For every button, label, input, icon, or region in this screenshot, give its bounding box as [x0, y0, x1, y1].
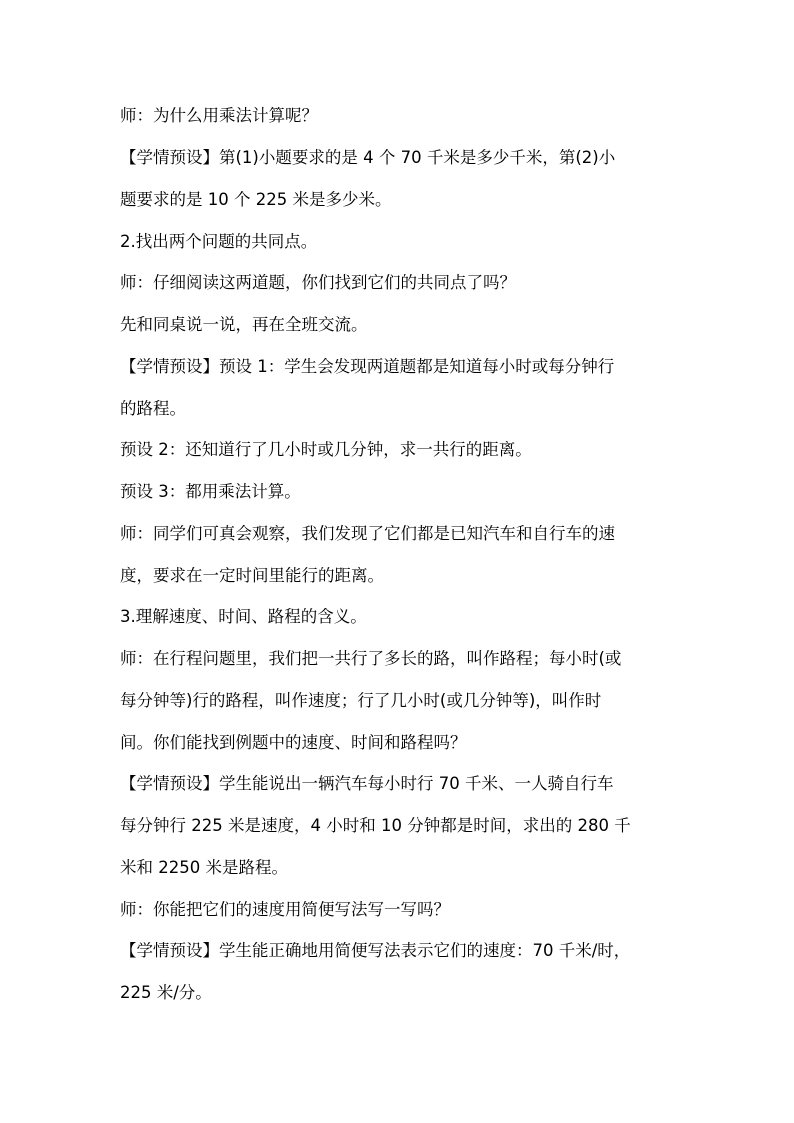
text-line: 先和同桌说一说，再在全班交流。: [120, 315, 368, 334]
text-line: 师：仔细阅读这两道题，你们找到它们的共同点了吗？: [120, 273, 516, 292]
text-line: 【学情预设】学生能正确地用简便写法表示它们的速度：70 千米/时，: [120, 941, 631, 960]
text-line: 每分钟行 225 米是速度，4 小时和 10 分钟都是时间，求出的 280 千: [120, 816, 631, 835]
text-line: 225 米/分。: [120, 983, 212, 1002]
text-line: 【学情预设】学生能说出一辆汽车每小时行 70 千米、一人骑自行车: [120, 774, 614, 793]
text-line: 师：在行程问题里，我们把一共行了多长的路，叫作路程；每小时(或: [120, 649, 622, 668]
text-line: 师：你能把它们的速度用简便写法写一写吗？: [120, 900, 450, 919]
text-line: 题要求的是 10 个 225 米是多少米。: [120, 190, 392, 209]
text-line: 间。你们能找到例题中的速度、时间和路程吗？: [120, 733, 467, 752]
text-line: 3.理解速度、时间、路程的含义。: [120, 607, 367, 626]
text-line: 每分钟等)行的路程，叫作速度；行了几小时(或几分钟等)，叫作时: [120, 691, 602, 710]
text-line: 预设 2：还知道行了几小时或几分钟，求一共行的距离。: [120, 440, 532, 459]
text-line: 师：为什么用乘法计算呢？: [120, 106, 318, 125]
text-line: 【学情预设】预设 1：学生会发现两道题都是知道每小时或每分钟行: [120, 357, 615, 376]
text-line: 的路程。: [120, 399, 186, 418]
text-line: 米和 2250 米是路程。: [120, 858, 288, 877]
text-line: 度，要求在一定时间里能行的距离。: [120, 566, 384, 585]
text-line: 【学情预设】第(1)小题要求的是 4 个 70 千米是多少千米，第(2)小: [120, 148, 616, 167]
text-line: 师：同学们可真会观察，我们发现了它们都是已知汽车和自行车的速: [120, 524, 615, 543]
text-line: 2.找出两个问题的共同点。: [120, 232, 318, 251]
text-line: 预设 3：都用乘法计算。: [120, 482, 301, 501]
